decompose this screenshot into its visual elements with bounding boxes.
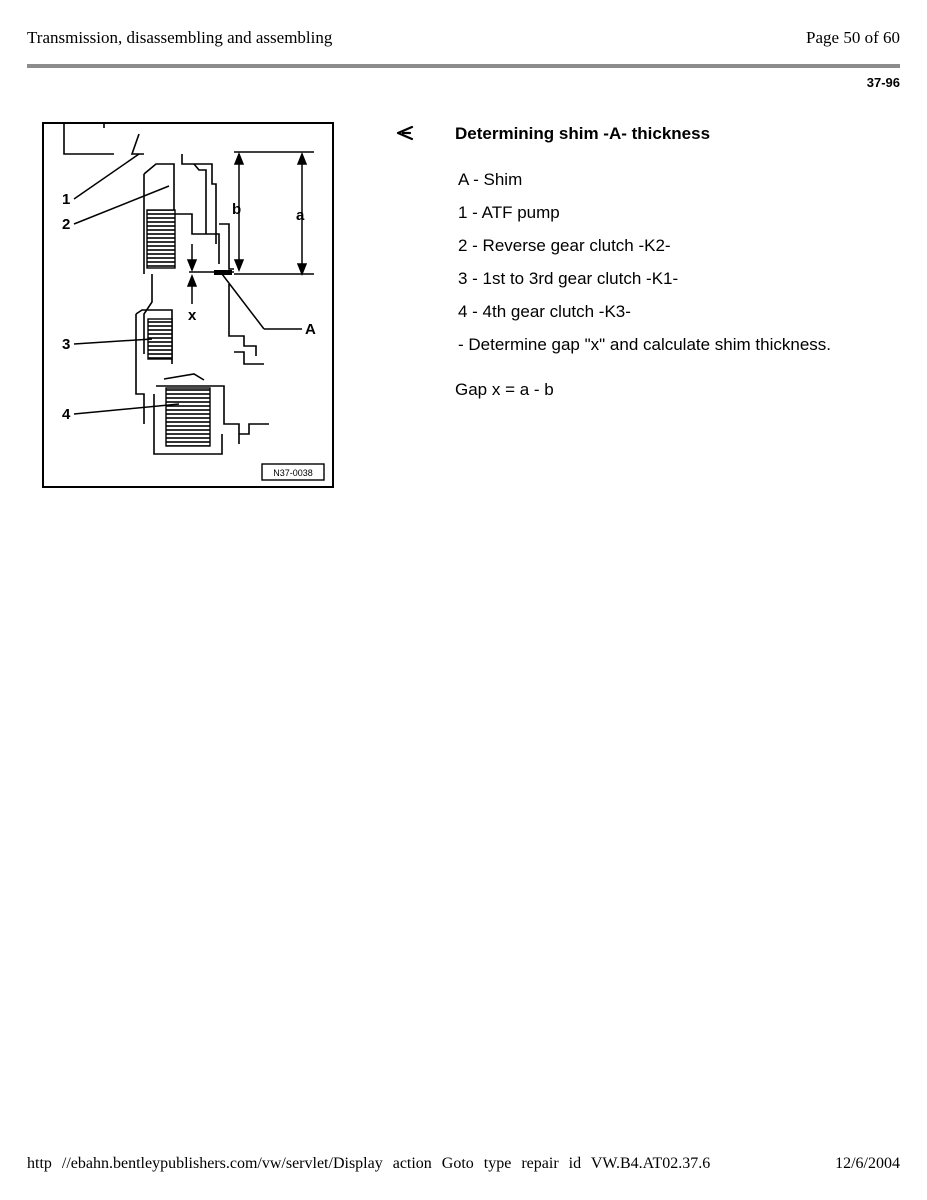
- footer-url: http //ebahn.bentleypublishers.com/vw/servlet/Display action Goto type repair id VW.B4.AT02.37.6: [27, 1155, 711, 1172]
- callout-A: A: [305, 321, 316, 338]
- page-number: Page 50 of 60: [806, 28, 900, 47]
- callout-4: 4: [62, 406, 71, 423]
- footer-date: 12/6/2004: [835, 1155, 900, 1172]
- legend-item: 2 - Reverse gear clutch -K2-: [458, 236, 671, 255]
- gap-formula: Gap x = a - b: [455, 380, 554, 399]
- dimension-a-label: a: [296, 207, 305, 224]
- callout-2: 2: [62, 216, 71, 233]
- legend-item: 1 - ATF pump: [458, 203, 560, 222]
- legend-item: 3 - 1st to 3rd gear clutch -K1-: [458, 269, 679, 288]
- transmission-diagram: [42, 122, 334, 488]
- callout-1: 1: [62, 191, 71, 208]
- section-heading: Determining shim -A- thickness: [455, 124, 711, 143]
- legend-item: 4 - 4th gear clutch -K3-: [458, 302, 631, 321]
- arrow-pointing-left-icon: [396, 124, 416, 142]
- document-title: Transmission, disassembling and assembling: [27, 28, 333, 47]
- callout-3: 3: [62, 336, 71, 353]
- section-number: 37-96: [866, 75, 900, 90]
- legend-item: A - Shim: [458, 170, 523, 189]
- gap-x-label: x: [188, 307, 197, 324]
- instruction-step: - Determine gap "x" and calculate shim thickness.: [458, 335, 832, 354]
- figure-code: N37-0038: [273, 468, 313, 478]
- header-divider: [27, 64, 900, 68]
- dimension-b-label: b: [232, 201, 242, 218]
